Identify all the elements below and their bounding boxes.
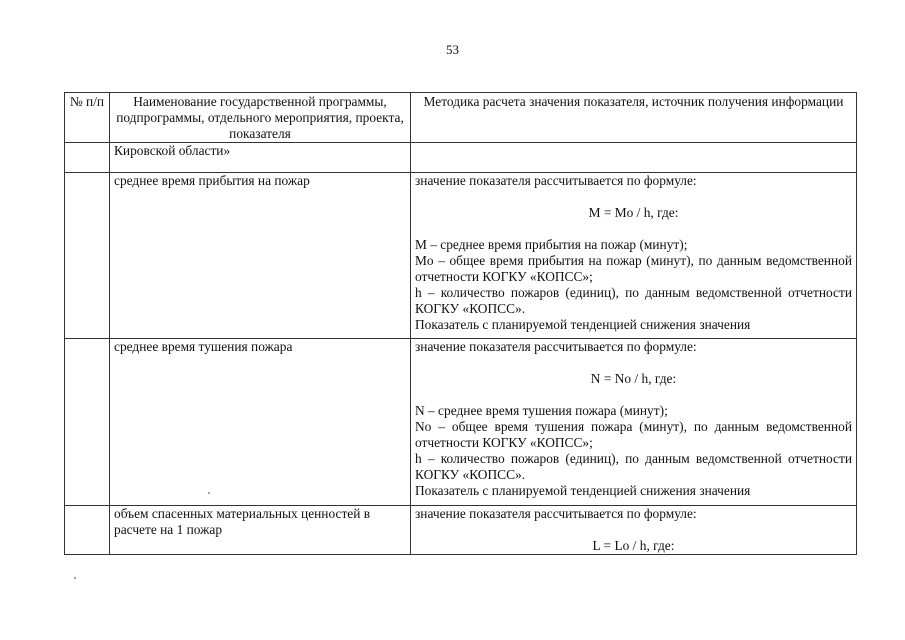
table-row bbox=[65, 339, 857, 506]
method-definition: N – среднее время тушения пожара (минут); bbox=[415, 403, 668, 418]
method-formula: L = Lo / h, где: bbox=[592, 538, 675, 553]
cell-number bbox=[65, 506, 110, 555]
table-row bbox=[65, 506, 857, 555]
cell-name: среднее время прибытия на пожар bbox=[110, 173, 411, 339]
table-header-row bbox=[65, 93, 857, 143]
table-row bbox=[65, 173, 857, 339]
method-intro: значение показателя рассчитывается по формуле: bbox=[415, 339, 697, 354]
cell-number bbox=[65, 339, 110, 506]
scan-speck bbox=[74, 577, 76, 579]
header-method: Методика расчета значения показателя, источник получения информации bbox=[411, 93, 857, 143]
method-definition: h – количество пожаров (единиц), по данным ведомственной отчетности КОГКУ «КОПСС». bbox=[415, 285, 852, 316]
method-formula: N = No / h, где: bbox=[590, 371, 677, 386]
method-intro: значение показателя рассчитывается по формуле: bbox=[415, 506, 697, 521]
method-definition: M – среднее время прибытия на пожар (минут); bbox=[415, 237, 688, 252]
method-definition: No – общее время тушения пожара (минут), по данным ведомственной отчетности КОГКУ «КОПСС»; bbox=[415, 419, 852, 450]
indicator-table bbox=[64, 92, 857, 555]
method-formula: M = Mo / h, где: bbox=[588, 205, 679, 220]
header-number: № п/п bbox=[65, 93, 110, 143]
page-number: 53 bbox=[446, 42, 459, 57]
cell-method bbox=[411, 143, 857, 173]
cell-number bbox=[65, 173, 110, 339]
cell-number bbox=[65, 143, 110, 173]
cell-name: Кировской области» bbox=[110, 143, 411, 173]
method-trend: Показатель с планируемой тенденцией снижения значения bbox=[415, 483, 751, 498]
method-intro: значение показателя рассчитывается по формуле: bbox=[415, 173, 697, 188]
cell-name: объем спасенных материальных ценностей в расчете на 1 пожар bbox=[110, 506, 411, 555]
scan-speck bbox=[208, 492, 210, 494]
cell-method bbox=[411, 506, 857, 555]
method-definition: h – количество пожаров (единиц), по данным ведомственной отчетности КОГКУ «КОПСС». bbox=[415, 451, 852, 482]
header-name: Наименование государственной программы, подпрограммы, отдельного мероприятия, проекта, показателя bbox=[110, 93, 411, 143]
cell-name: среднее время тушения пожара bbox=[110, 339, 411, 506]
cell-method bbox=[411, 339, 857, 506]
method-trend: Показатель с планируемой тенденцией снижения значения bbox=[415, 317, 751, 332]
cell-method bbox=[411, 173, 857, 339]
method-definition: Mo – общее время прибытия на пожар (минут), по данным ведомственной отчетности КОГКУ «КОПСС»; bbox=[415, 253, 852, 284]
table-row bbox=[65, 143, 857, 173]
